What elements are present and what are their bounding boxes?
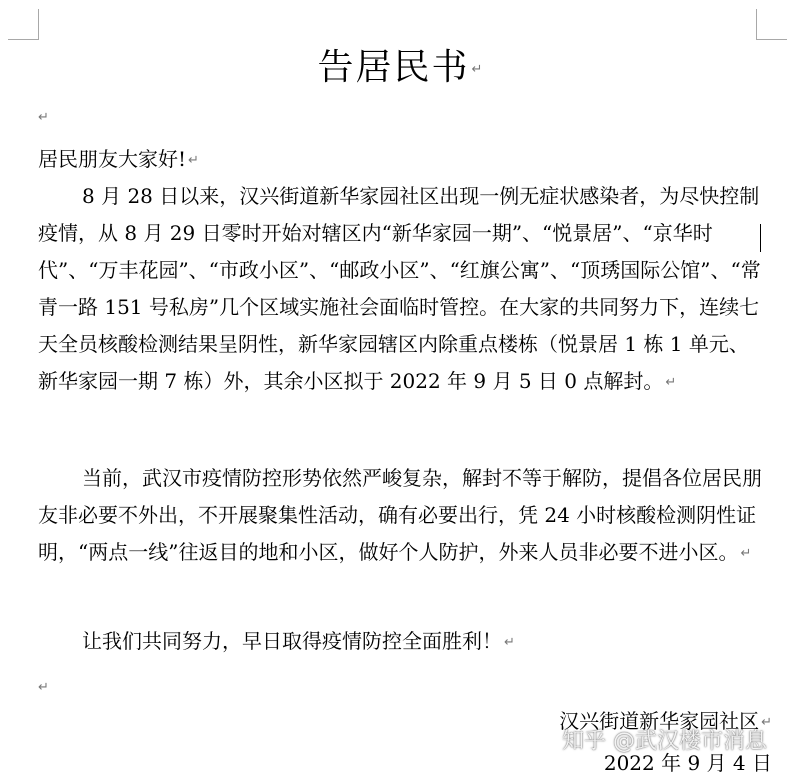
paragraph-announcement[interactable]: 8 月 28 日以来，汉兴街道新华家园社区出现一例无症状感染者，为尽快控制疫情，从 8 月 29 日零时开始对辖区内“新华家园一期”、“悦景居”、“京华时代”、“万丰花园”、“市政小区”、“邮政小区”、“红旗公寓”、“顶琇国际公馆”、“常青一路 151 号私房”几个区域实施社会面临时管控。在大家的共同努力下，连续七天全员核酸检测结果呈阴性，新华家园辖区内除重点楼栋（悦景居 1 栋 1 单元、新华家园一期 7 栋）外，其余小区拟于 2022 年 9 月 5 日 0 点解封。 ↵ [38, 184, 761, 393]
paragraph-prevention[interactable]: 当前，武汉市疫情防控形势依然严峻复杂，解封不等于解防，提倡各位居民朋友非必要不外出，不开展聚集性活动，确有必要出行，凭 24 小时核酸检测阴性证明，“两点一线”往返目的地和小区，做好个人防护，外来人员非必要不进小区。 ↵ [38, 466, 762, 564]
paragraph-closing[interactable]: 让我们共同努力，早日取得疫情防控全面胜利！ ↵ [82, 629, 515, 653]
page-corner-top-left [8, 9, 39, 40]
signature-org[interactable]: 汉兴街道新华家园社区 ↵ [559, 709, 772, 733]
paragraph-mark: ↵ [471, 62, 485, 77]
paragraph-mark: ↵ [665, 375, 677, 390]
text-cursor [760, 224, 761, 252]
signature-date[interactable]: 2022 年 9 月 4 日 [603, 751, 772, 775]
empty-paragraph-mark: ↵ [38, 680, 49, 695]
paragraph-mark: ↵ [740, 546, 752, 561]
paragraph-mark: ↵ [761, 714, 772, 730]
paragraph-mark: ↵ [188, 153, 199, 168]
paragraph-mark: ↵ [504, 635, 515, 650]
document-title[interactable]: 告居民书 ↵ [317, 47, 485, 88]
watermark: 知乎 @武汉楼市消息 [562, 729, 767, 754]
greeting[interactable]: 居民朋友大家好! ↵ [38, 147, 199, 171]
empty-paragraph-mark: ↵ [38, 110, 49, 125]
page-corner-top-right [756, 9, 787, 40]
